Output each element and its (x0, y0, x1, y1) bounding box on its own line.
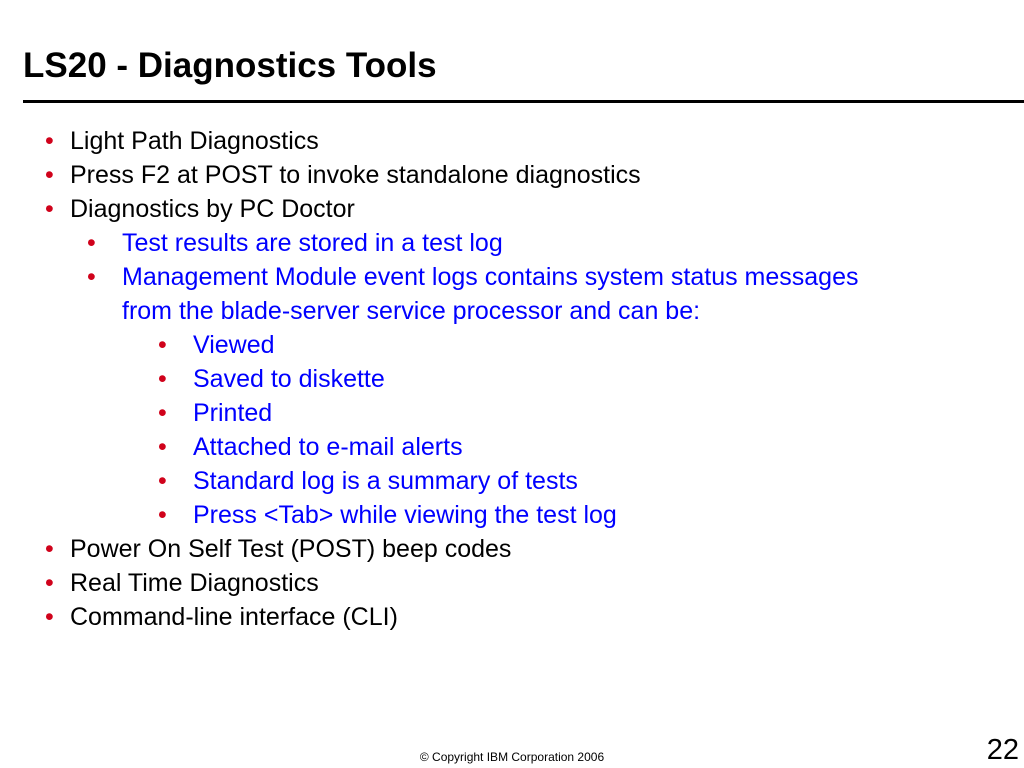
bullet-icon: • (158, 433, 167, 461)
sub-sub-bullet-item (0, 430, 1024, 464)
copyright-notice: © Copyright IBM Corporation 2006 (419, 750, 605, 764)
slide-title: LS20 - Diagnostics Tools (23, 46, 437, 85)
sub-bullet-text-continued: from the blade-server service processor and can be: (122, 297, 701, 325)
bullet-text: Light Path Diagnostics (70, 127, 319, 155)
bullet-icon: • (87, 229, 96, 257)
bullet-text: Real Time Diagnostics (70, 569, 319, 597)
bullet-item (0, 192, 1024, 226)
sub-bullet-text: Test results are stored in a test log (122, 229, 503, 257)
bullet-icon: • (158, 501, 167, 529)
sub-sub-bullet-item (0, 328, 1024, 362)
bullet-icon: • (45, 569, 54, 597)
bullet-icon: • (87, 263, 96, 291)
sub-sub-bullet-text: Press <Tab> while viewing the test log (193, 501, 617, 529)
sub-sub-bullet-item (0, 396, 1024, 430)
sub-sub-bullet-item (0, 464, 1024, 498)
bullet-text: Command-line interface (CLI) (70, 603, 398, 631)
bullet-text: Press F2 at POST to invoke standalone diagnostics (70, 161, 641, 189)
sub-sub-bullet-text: Attached to e-mail alerts (193, 433, 463, 461)
bullet-text: Diagnostics by PC Doctor (70, 195, 355, 223)
title-divider (23, 100, 1024, 103)
bullet-item (0, 600, 1024, 634)
sub-sub-bullet-item (0, 362, 1024, 396)
sub-bullet-text: Management Module event logs contains system status messages (122, 263, 859, 291)
bullet-icon: • (45, 127, 54, 155)
bullet-icon: • (158, 467, 167, 495)
bullet-item (0, 532, 1024, 566)
sub-sub-bullet-text: Printed (193, 399, 273, 427)
bullet-icon: • (158, 331, 167, 359)
sub-sub-bullet-text: Viewed (193, 331, 275, 359)
page-number: 22 (986, 734, 1019, 766)
sub-bullet-item (0, 260, 1024, 328)
bullet-list (0, 124, 1024, 634)
sub-sub-bullet-text: Standard log is a summary of tests (193, 467, 578, 495)
bullet-item (0, 124, 1024, 158)
sub-sub-bullet-text: Saved to diskette (193, 365, 385, 393)
bullet-icon: • (158, 365, 167, 393)
bullet-item (0, 566, 1024, 600)
sub-sub-bullet-item (0, 498, 1024, 532)
bullet-item (0, 158, 1024, 192)
bullet-icon: • (45, 535, 54, 563)
bullet-icon: • (45, 195, 54, 223)
sub-bullet-item (0, 226, 1024, 260)
bullet-icon: • (45, 161, 54, 189)
bullet-text: Power On Self Test (POST) beep codes (70, 535, 512, 563)
bullet-icon: • (45, 603, 54, 631)
bullet-icon: • (158, 399, 167, 427)
